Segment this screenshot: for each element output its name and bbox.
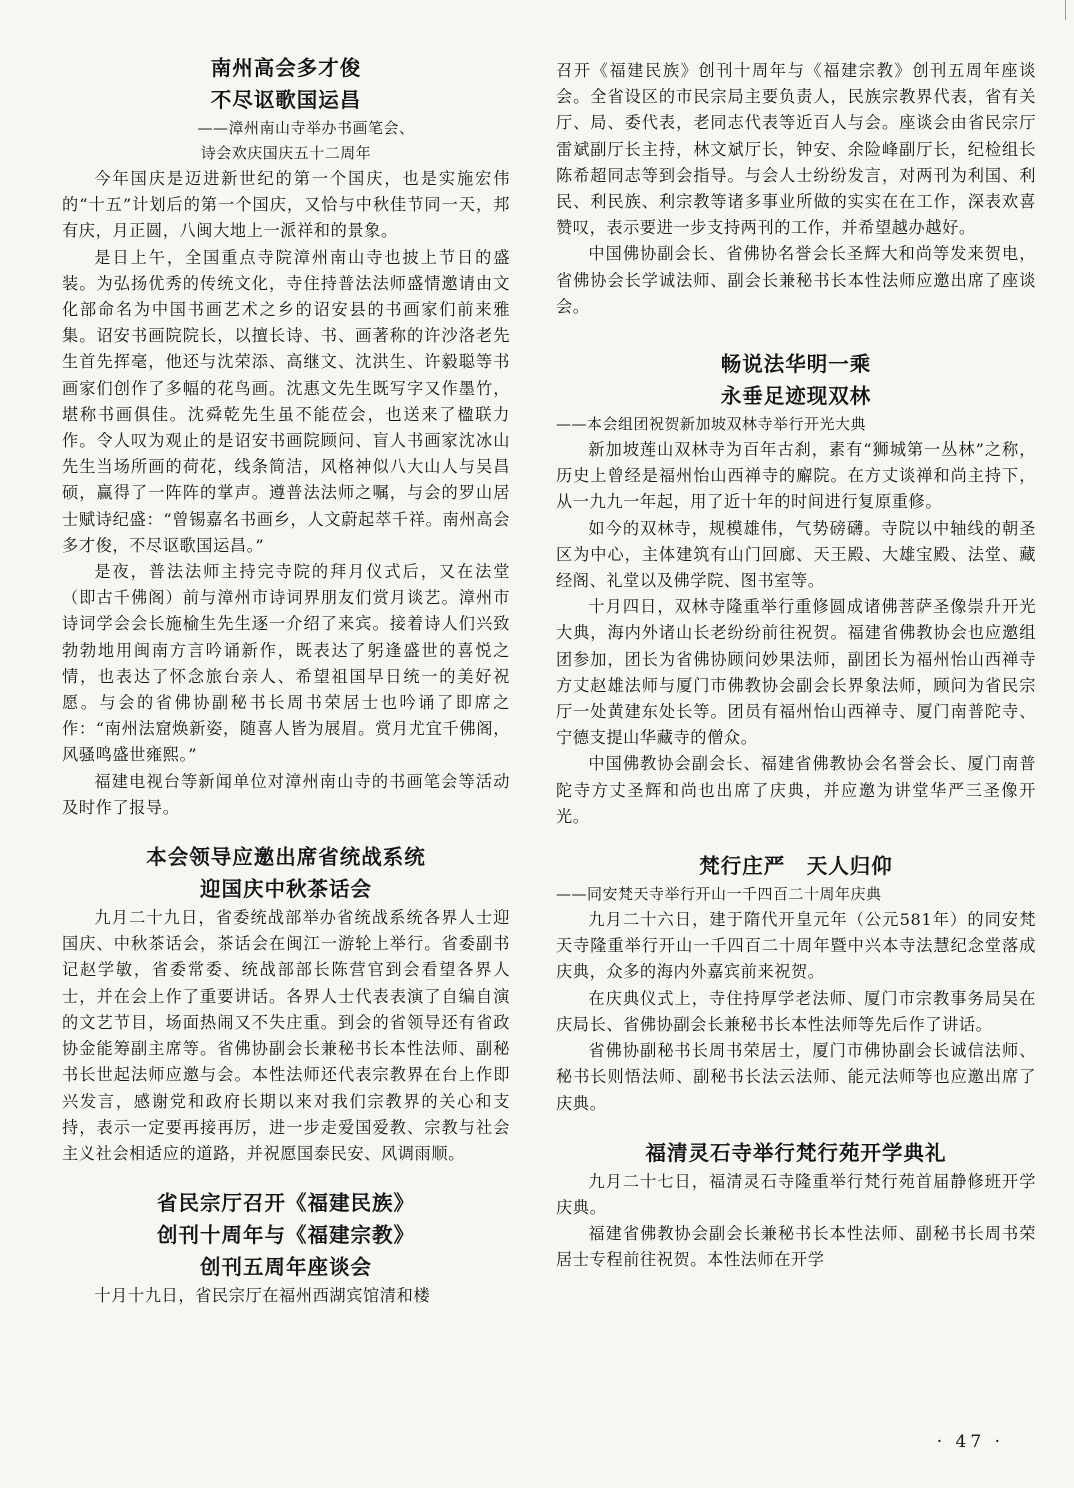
article-paragraph: 召开《福建民族》创刊十周年与《福建宗教》创刊五周年座谈会。全省设区的市民宗局主要负责人，民族宗教界代表，省有关厅、局、委代表，老同志代表等近百人与会。座谈会由省民宗厅雷斌副厅长主持，林文斌厅长，钟安、余险峰副厅长，纪检组长陈希超同志等到会指导。与会人士纷纷发言，对两刊为利国、利民、利民族、利宗教等诸多事业所做的实实在在工作，深表欢喜赞叹，表示要进一步支持两刊的工作，并希望越办越好。 xyxy=(556,61,1036,238)
article-title-line3: 创刊五周年座谈会 xyxy=(200,1255,372,1280)
article-title-line2: 创刊十周年与《福建宗教》 xyxy=(157,1223,415,1248)
article-title: 福清灵石寺举行梵行苑开学典礼 xyxy=(645,1140,947,1165)
article-journal-anniversary xyxy=(62,1187,510,1309)
right-column xyxy=(556,58,1036,1274)
article-title-line1: 南州高会多才俊 xyxy=(210,56,362,80)
article-paragraph: 十月四日，双林寺隆重举行重修圆成诸佛菩萨圣像崇升开光大典，海内外诸山长老纷纷前往祝贺。福建省佛教协会也应邀组团参加，团长为省佛协顾问妙果法师，副团长为福州怡山西禅寺方丈赵雄法师与厦门市佛教协会副会长界象法师，顾问为省民宗厅一处黄建东处长等。团员有福州怡山西禅寺、厦门南普陀寺、宁德支提山华藏寺的僧众。 xyxy=(556,597,1036,748)
article-title-line1: 省民宗厅召开《福建民族》 xyxy=(157,1191,415,1216)
article-paragraph: 九月二十九日，省委统战部举办省统战系统各界人士迎国庆、中秋茶话会，茶话会在闽江一游轮上举行。省委副书记赵学敏，省委常委、统战部部长陈营官到会看望各界人士，并在会上作了重要讲话。各界人士代表表演了自编自演的文艺节目，场面热闹又不失庄重。到会的省领导还有省政协金能筹副主席等。省佛协副会长兼秘书长本性法师、副秘书长世起法师应邀与会。本性法师还代表宗教界在台上作即兴发言，感谢党和政府长期以来对我们宗教界的关心和支持，表示一定要再接再厉，进一步走爱国爱教、宗教与社会主义社会相适应的道路，并祝愿国泰民安、风调雨顺。 xyxy=(62,908,510,1163)
article-paragraph: 中国佛协副会长、省佛协名誉会长圣辉大和尚等发来贺电，省佛协会长学诚法师、副会长兼秘书长本性法师应邀出席了座谈会。 xyxy=(556,244,1036,316)
article-subtitle-line2: 诗会欢庆国庆五十二周年 xyxy=(200,144,372,162)
article-title-line2: 迎国庆中秋茶话会 xyxy=(200,877,372,902)
article-title-line2: 永垂足迹现双林 xyxy=(720,384,872,409)
article-journal-anniversary-continued xyxy=(556,58,1036,320)
article-paragraph: 新加坡莲山双林寺为百年古刹，素有“狮城第一丛林”之称，历史上曾经是福州怡山西禅寺的廨院。在方丈谈禅和尚主持下，从一九九一年起，用了近十年的时间进行复原重修。 xyxy=(556,440,1036,512)
article-fantian-temple xyxy=(556,850,1036,1117)
article-paragraph: 福建省佛教协会副会长兼秘书长本性法师、副秘书长周书荣居士专程前往祝贺。本性法师在开学 xyxy=(556,1224,1036,1270)
article-paragraph: 在庆典仪式上，寺住持厚学老法师、厦门市宗教事务局吴在庆局长、省佛协副会长兼秘书长本性法师等先后作了讲话。 xyxy=(556,988,1036,1034)
article-paragraph: 十月十九日，省民宗厅在福州西湖宾馆清和楼 xyxy=(94,1286,431,1306)
scan-edge-mark xyxy=(1055,0,1066,20)
article-paragraph: 今年国庆是迈进新世纪的第一个国庆，也是实施宏伟的“十五”计划后的第一个国庆，又恰与中秋佳节同一天，邦有庆，月正圆，八闽大地上一派祥和的景象。 xyxy=(62,169,510,241)
article-title-line1: 本会领导应邀出席省统战系统 xyxy=(146,845,426,870)
article-title-line1: 畅说法华明一乘 xyxy=(720,352,872,377)
article-shuanglin-temple xyxy=(556,348,1036,830)
article-subtitle-line1: ——漳州南山寺举办书画笔会、 xyxy=(197,119,415,137)
page-number: · 47 · xyxy=(936,1432,1004,1452)
article-nanshan-temple xyxy=(62,52,510,821)
article-paragraph: 九月二十七日，福清灵石寺隆重举行梵行苑首届静修班开学庆典。 xyxy=(556,1171,1036,1217)
article-paragraph: 是夜，普法法师主持完寺院的拜月仪式后，又在法堂（即古千佛阁）前与漳州市诗词界朋友们赏月谈艺。漳州市诗词学会会长施榆生先生逐一介绍了来宾。接着诗人们兴致勃勃地用闽南方言吟诵新作，既表达了躬逢盛世的喜悦之情，也表达了怀念旅台亲人、希望祖国早日统一的美好祝愿。与会的省佛协副秘书长周书荣居士也吟诵了即席之作：“南州法窟焕新姿，随喜人皆为展眉。赏月尤宜千佛阁，风骚鸣盛世雍熙。” xyxy=(62,562,510,765)
article-title-line2: 不尽讴歌国运昌 xyxy=(210,88,362,112)
article-paragraph: 中国佛教协会副会长、福建省佛教协会名誉会长、厦门南普陀寺方丈圣辉和尚也出席了庆典，并应邀为讲堂华严三圣像开光。 xyxy=(556,754,1036,826)
article-paragraph: 省佛协副秘书长周书荣居士，厦门市佛协副会长诚信法师、秘书长则悟法师、副秘书长法云法师、能元法师等也应邀出席了庆典。 xyxy=(556,1041,1036,1113)
article-tea-party xyxy=(62,841,510,1167)
article-paragraph: 九月二十六日，建于隋代开皇元年（公元581年）的同安梵天寺隆重举行开山一千四百二十周年暨中兴本寺法慧纪念堂落成庆典，众多的海内外嘉宾前来祝贺。 xyxy=(556,910,1036,982)
article-paragraph: 福建电视台等新闻单位对漳州南山寺的书画笔会等活动及时作了报导。 xyxy=(62,771,510,817)
article-paragraph: 如今的双林寺，规模雄伟，气势磅礴。寺院以中轴线的朝圣区为中心，主体建筑有山门回廊、天王殿、大雄宝殿、法堂、藏经阁、礼堂以及佛学院、图书室等。 xyxy=(556,518,1036,591)
article-paragraph: 是日上午，全国重点寺院漳州南山寺也披上节日的盛装。为弘扬优秀的传统文化，寺住持普法法师盛情邀请由文化部命名为中国书画艺术之乡的诏安县的书画家们前来雅集。诏安书画院院长，以擅长诗、书、画著称的许沙洛老先生首先挥毫，他还与沈荣添、高继文、沈洪生、许毅聪等书画家们创作了多幅的花鸟画。沈惠文先生既写字又作墨竹，堪称书画俱佳。沈舜乾先生虽不能莅会，也送来了楹联力作。令人叹为观止的是诏安书画院顾问、盲人书画家沈冰山先生当场所画的荷花，线条简洁，风格神似八大山人与吴昌硕，赢得了一阵阵的掌声。遵普法法师之嘱，与会的罗山居士赋诗纪盛：“曾锡嘉名书画乡，人文蔚起萃千祥。南州高会多才俊，不尽讴歌国运昌。” xyxy=(62,247,510,555)
article-subtitle: ——本会组团祝贺新加坡双林寺举行开光大典 xyxy=(556,415,867,434)
left-column xyxy=(62,52,510,1309)
article-subtitle: ——同安梵天寺举行开山一千四百二十周年庆典 xyxy=(556,885,882,904)
article-lingshi-temple xyxy=(556,1137,1036,1274)
article-title: 梵行庄严 天人归仰 xyxy=(699,854,893,879)
